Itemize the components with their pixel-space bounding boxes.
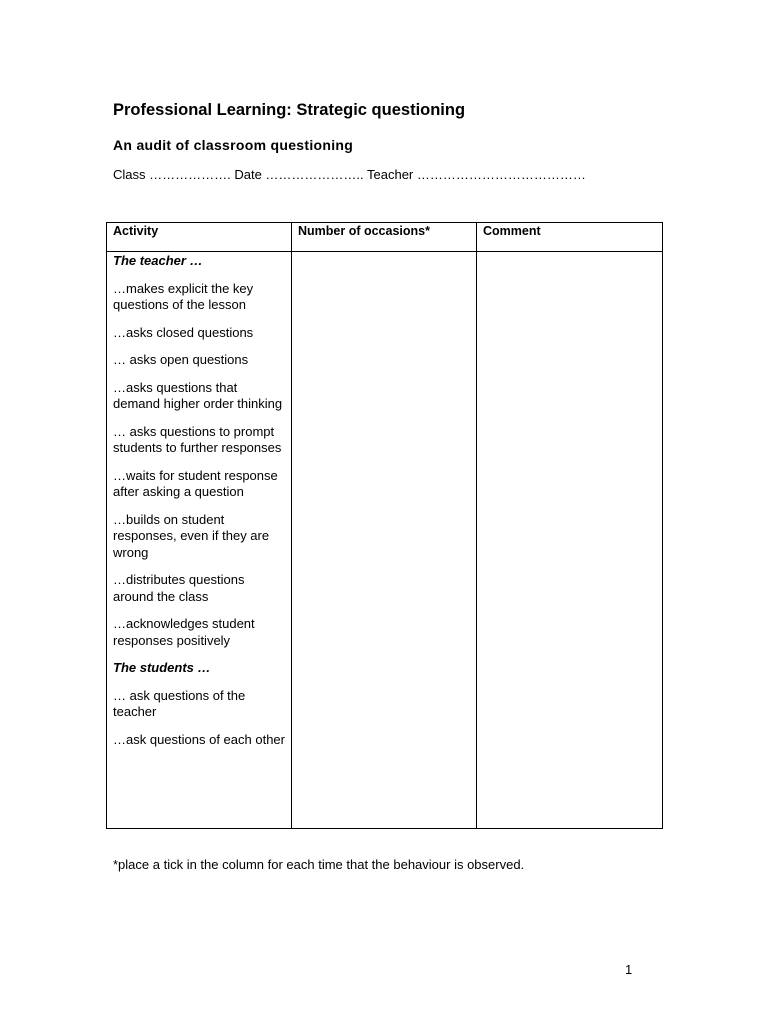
page-title: Professional Learning: Strategic questioning xyxy=(113,101,466,119)
questioning-audit-table xyxy=(106,222,663,829)
table-body-row xyxy=(107,252,663,829)
activity-cell xyxy=(107,252,292,829)
list-item: …makes explicit the key questions of the lesson xyxy=(113,280,254,312)
number-of-occasions-cell[interactable] xyxy=(292,252,477,829)
class-date-teacher-line: Class ………………. Date ………………….. Teacher ………………………………… xyxy=(113,167,586,182)
list-item: …ask questions of each other xyxy=(113,731,285,747)
comment-header-label: Comment xyxy=(483,224,541,238)
list-item: … ask questions of the teacher xyxy=(113,687,246,719)
table-header-row xyxy=(107,223,663,252)
teacher-group-label: The teacher … xyxy=(113,253,203,268)
page-number: 1 xyxy=(625,962,633,977)
activity-column-header xyxy=(107,223,292,252)
list-item: …distributes questions around the class xyxy=(113,572,245,604)
list-item: …waits for student response after asking a question xyxy=(113,467,278,499)
list-item: …builds on student responses, even if they are wrong xyxy=(113,511,270,560)
number-of-occasions-column-header xyxy=(292,223,477,252)
page-subtitle: An audit of classroom questioning xyxy=(113,137,354,153)
list-item: … asks open questions xyxy=(113,352,249,367)
list-item: …asks questions that demand higher order thinking xyxy=(113,379,283,411)
list-item: … asks questions to prompt students to further responses xyxy=(113,423,282,455)
number-header-label: Number of occasions* xyxy=(298,224,430,238)
students-group-label: The students … xyxy=(113,660,211,675)
activity-header-label: Activity xyxy=(113,224,159,238)
comment-cell[interactable] xyxy=(477,252,663,829)
footnote: *place a tick in the column for each time that the behaviour is observed. xyxy=(113,857,525,872)
comment-column-header xyxy=(477,223,663,252)
list-item: …acknowledges student responses positively xyxy=(113,616,255,648)
list-item: …asks closed questions xyxy=(113,324,254,340)
